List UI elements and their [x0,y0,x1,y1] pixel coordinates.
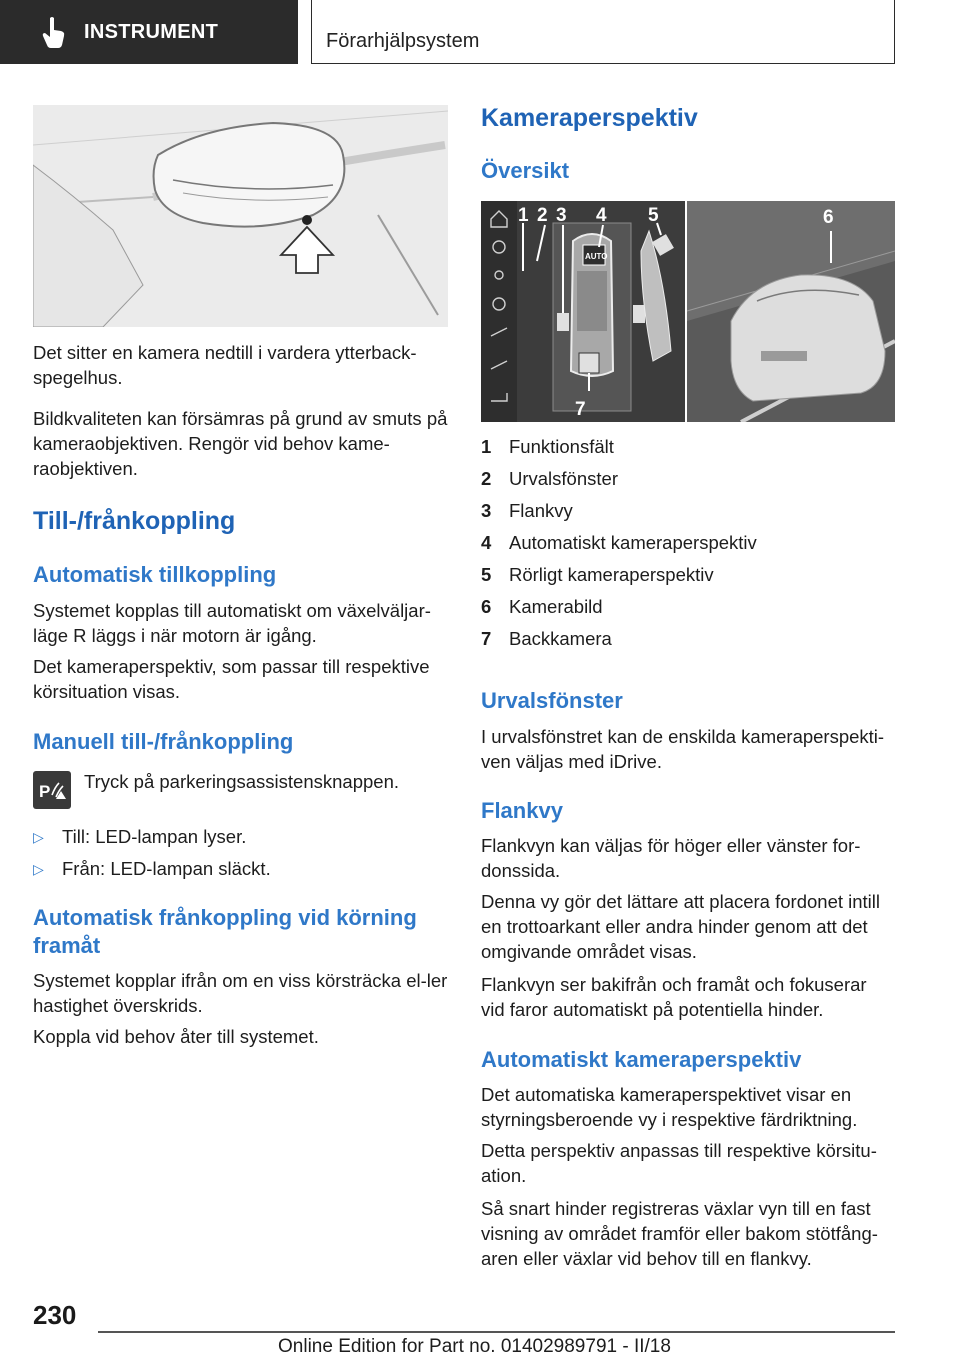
legend-item [481,626,895,658]
legend-item [481,434,895,466]
heading-overview: Översikt [481,158,570,183]
paragraph-auto-camera-2: Detta perspektiv anpassas till respektive körsitu‐ation. [481,1140,877,1186]
heading-flank-view: Flankvy [481,798,563,823]
paragraph-selection-window: I urvalsfönstret kan de enskilda kameraperspekti‐ven väljas med iDrive. [481,726,885,772]
paragraph-image-quality: Bildkvaliteten kan försämras på grund av smuts på kameraobjektiven. Rengör vid behov kame‐raobjektiven. [33,408,448,479]
parking-assist-button-icon [33,771,71,809]
paragraph-flank-2: Denna vy gör det lättare att placera fordonet intill en trottoarkant eller andra hinder genom att det omgivande området visas. [481,891,881,962]
legend-item [481,594,895,626]
chapter-box [311,0,895,64]
heading-auto-off-line2: framåt [33,933,101,958]
legend-item [481,466,895,498]
bullet-off-text: Från: LED-lampan släckt. [62,858,271,879]
bullet-on [33,824,448,850]
legend-text: Funktionsfält [509,436,614,457]
svg-text:P: P [39,782,51,801]
legend-item [481,530,895,562]
legend-item [481,498,895,530]
bullet-off [33,856,448,882]
legend-number: 6 [481,596,492,617]
heading-auto-off-line1: Automatisk frånkoppling vid körning [33,905,417,930]
paragraph-auto-on-2: Det kameraperspektiv, som passar till respektive körsituation visas. [33,656,430,702]
legend-number: 4 [481,532,492,553]
paragraph-manual: Tryck på parkeringsassistensknappen. [84,771,399,792]
triangle-bullet-icon: ▷ [33,829,44,845]
edition-text: Online Edition for Part no. 01402989791 - II/18 [278,1336,671,1357]
legend-text: Backkamera [509,628,612,649]
hand-pointer-icon [34,12,74,52]
legend-text: Flankvy [509,500,573,521]
chapter-title: Förarhjälpsystem [326,30,480,52]
legend-number: 1 [481,436,492,457]
section-label: INSTRUMENT [84,20,219,43]
auto-label: AUTO [585,252,608,261]
heading-manual: Manuell till-/frånkoppling [33,729,294,754]
paragraph-auto-on-1: Systemet kopplas till automatiskt om växelväljar‐läge R läggs i när motorn är igång. [33,600,431,646]
heading-selection-window: Urvalsfönster [481,688,623,713]
footer-divider [98,1331,895,1333]
paragraph-auto-off-1: Systemet kopplar ifrån om en viss körsträcka el‐ler hastighet överskrids. [33,970,448,1016]
callout-7: 7 [575,399,586,420]
callout-6: 6 [823,207,834,228]
heading-auto-camera: Automatiskt kameraperspektiv [481,1047,802,1072]
page-number: 230 [33,1300,77,1330]
callout-4: 4 [596,205,607,226]
mirror-camera-figure [33,105,448,327]
legend-text: Urvalsfönster [509,468,618,489]
section-tab[interactable] [0,0,298,64]
bullet-on-text: Till: LED-lampan lyser. [62,826,247,847]
legend-number: 5 [481,564,492,585]
paragraph-flank-3: Flankvyn ser bakifrån och framåt och fokuserar vid faror automatiskt på potentiella hinder. [481,974,867,1020]
legend-text: Automatiskt kameraperspektiv [509,532,757,553]
legend-number: 3 [481,500,492,521]
callout-2: 2 [537,205,548,226]
paragraph-flank-1: Flankvyn kan väljas för höger eller vänster for‐donssida. [481,835,861,881]
paragraph-auto-camera-1: Det automatiska kameraperspektivet visar en styrningsberoende vy i respektive färdriktning. [481,1084,858,1130]
figure-legend [481,434,895,658]
legend-text: Kamerabild [509,596,603,617]
heading-camera-perspective: Kameraperspektiv [481,104,698,132]
callout-1: 1 [518,205,529,226]
callout-3: 3 [556,205,567,226]
legend-text: Rörligt kameraperspektiv [509,564,714,585]
legend-item [481,562,895,594]
triangle-bullet-icon: ▷ [33,861,44,877]
legend-number: 7 [481,628,492,649]
paragraph-auto-camera-3: Så snart hinder registreras växlar vyn till en fast visning av området framför eller bakom stötfång‐aren eller växlar vid behov till en flankvy. [481,1198,878,1269]
paragraph-camera-location: Det sitter en kamera nedtill i vardera ytterback‐spegelhus. [33,342,417,388]
heading-auto-on: Automatisk tillkoppling [33,562,277,587]
heading-on-off: Till-/frånkoppling [33,507,236,535]
legend-number: 2 [481,468,492,489]
camera-display-figure [481,201,895,422]
paragraph-auto-off-2: Koppla vid behov åter till systemet. [33,1026,319,1047]
callout-5: 5 [648,205,659,226]
